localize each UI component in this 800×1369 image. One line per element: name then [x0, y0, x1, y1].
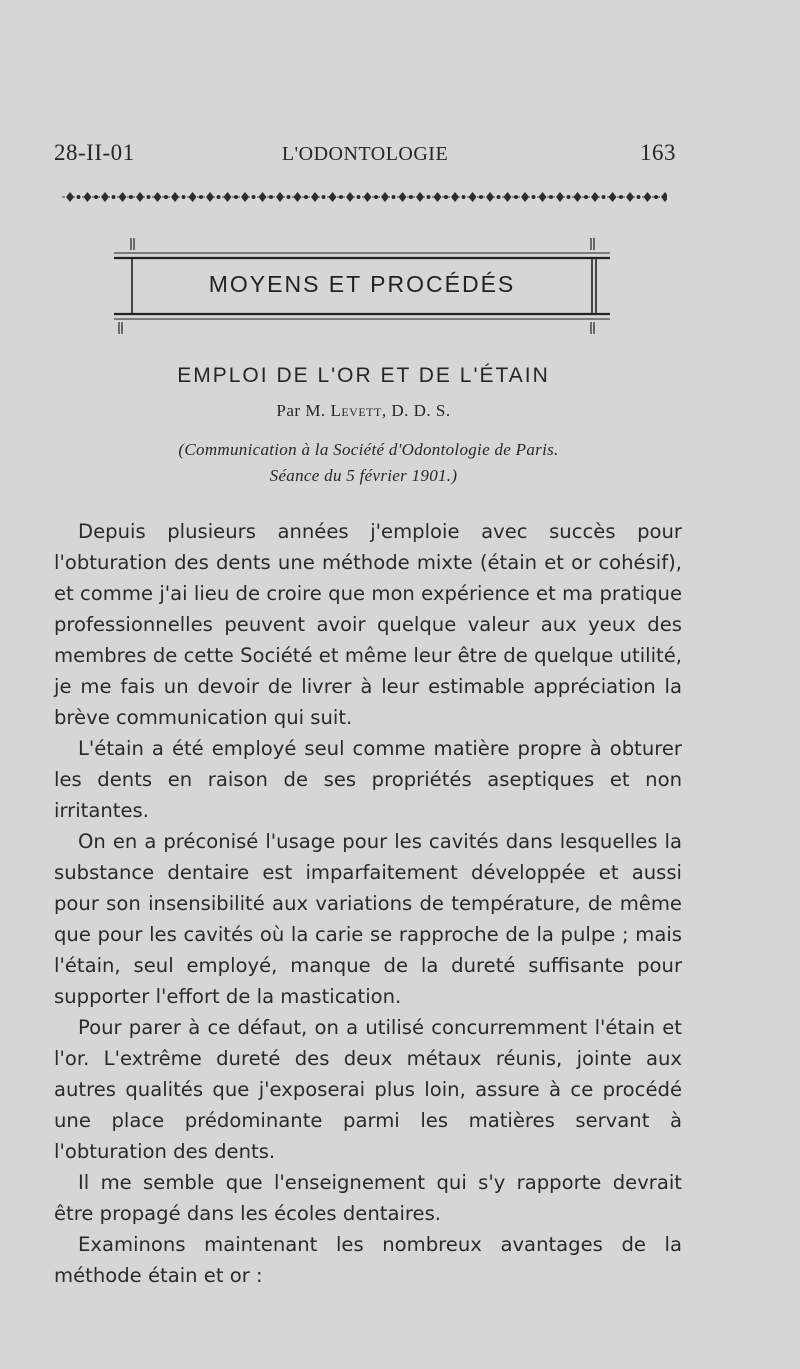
ornament-dot [112, 195, 116, 199]
ornament-dot [269, 195, 273, 199]
communication-note: (Communication à la Société d'Odontologie de Paris. [178, 440, 559, 459]
ornament-dot [409, 195, 413, 199]
ornament-diamond [626, 192, 634, 202]
ornament-dot [374, 195, 378, 199]
ornament-diamond [311, 192, 319, 202]
article-body [54, 516, 682, 1291]
paragraph: Il me semble que l'enseignement qui s'y rapporte devrait être propagé dans les écoles dentaires. [54, 1171, 682, 1225]
issue-date: 28-II-01 [54, 140, 135, 165]
ornament-diamond [574, 192, 582, 202]
ornament-dot [444, 195, 448, 199]
ornament-diamond [556, 192, 564, 202]
ornament-dot [164, 195, 168, 199]
ornament-diamond [591, 192, 599, 202]
ornament-diamond [136, 192, 144, 202]
ornament-dot [304, 195, 308, 199]
paragraph: Pour parer à ce défaut, on a utilisé concurremment l'étain et l'or. L'extrême dureté des deux métaux réunis, jointe aux autres qualités que j'exposerai plus loin, assure à ce procédé une place prédominante parmi les matières servant à l'obturation des dents. [54, 1016, 682, 1163]
ornament-diamond [451, 192, 459, 202]
ornament-dot [217, 195, 221, 199]
ornament-diamond [539, 192, 547, 202]
author-byline [0, 401, 727, 421]
ornament-dot [234, 195, 238, 199]
ornament-dot [497, 195, 501, 199]
ornament-diamond [364, 192, 372, 202]
journal-title: L'ODONTOLOGIE [281, 143, 449, 165]
ornament-diamond [276, 192, 284, 202]
ornament-diamond [84, 192, 92, 202]
ornament-dot [602, 195, 606, 199]
ornament-diamond [661, 192, 667, 202]
ornament-diamond [504, 192, 512, 202]
ornament-diamond [154, 192, 162, 202]
session-date-note: Séance du 5 février 1901.) [269, 466, 458, 485]
ornament-dot [199, 195, 203, 199]
ornament-dot [532, 195, 536, 199]
ornament-dot [252, 195, 256, 199]
ornament-diamond [346, 192, 354, 202]
ornament-dot [584, 195, 588, 199]
paragraph: Examinons maintenant les nombreux avantages de la méthode étain et or : [54, 1233, 682, 1287]
paragraph: On en a préconisé l'usage pour les cavités dans lesquelles la substance dentaire est imparfaitement développée et aussi pour son insensibilité aux variations de température, de même que pour les cavités où la carie se rapproche de la pulpe ; mais l'étain, seul employé, manque de la dureté suffisante pour supporter l'effort de la mastication. [54, 830, 682, 1008]
ornament-diamond [189, 192, 197, 202]
ornament-diamond [101, 192, 109, 202]
ornament-diamond [609, 192, 617, 202]
decorative-ornament-band [60, 187, 667, 207]
ornament-diamond [206, 192, 214, 202]
byline-prefix: Par M. [276, 401, 326, 420]
ornament-diamond [329, 192, 337, 202]
ornament-dot [287, 195, 291, 199]
ornament-dot [339, 195, 343, 199]
ornament-diamond [119, 192, 127, 202]
ornament-dot [549, 195, 553, 199]
ornament-dot [462, 195, 466, 199]
ornament-diamond [469, 192, 477, 202]
ornament-dot [129, 195, 133, 199]
ornament-diamond [521, 192, 529, 202]
ornament-diamond [66, 192, 74, 202]
ornament-diamond [294, 192, 302, 202]
ornament-diamond [171, 192, 179, 202]
byline-suffix: , D. D. S. [381, 401, 451, 420]
ornament-diamond [486, 192, 494, 202]
paragraph: L'étain a été employé seul comme matière propre à obturer les dents en raison de ses propriétés aseptiques et non irritantes. [54, 737, 682, 822]
ornament-dot [182, 195, 186, 199]
ornament-dot [392, 195, 396, 199]
ornament-diamond [224, 192, 232, 202]
ornament-dot [427, 195, 431, 199]
author-name: Levett [330, 401, 382, 420]
ornament-diamond [259, 192, 267, 202]
ornament-dot [77, 195, 81, 199]
ornament-dot [654, 195, 658, 199]
ornament-dot [94, 195, 98, 199]
ornament-dot [567, 195, 571, 199]
ornament-dot [357, 195, 361, 199]
section-frame [112, 236, 612, 336]
ornament-diamond [241, 192, 249, 202]
ornament-diamond [416, 192, 424, 202]
ornament-diamond [381, 192, 389, 202]
paragraph: Depuis plusieurs années j'emploie avec succès pour l'obturation des dents une méthode mixte (étain et or cohésif), et comme j'ai lieu de croire que mon expérience et ma pratique professionnelles peuvent avoir quelque valeur aux yeux des membres de cette Société et même leur être de quelque utilité, je me fais un devoir de livrer à leur estimable appréciation la brève communication qui suit. [54, 520, 682, 729]
page-number: 163 [640, 140, 676, 165]
ornament-diamond [434, 192, 442, 202]
ornament-dot [637, 195, 641, 199]
section-title: MOYENS ET PROCÉDÉS [208, 271, 516, 297]
running-head [54, 140, 676, 172]
article-title: EMPLOI DE L'OR ET DE L'ÉTAIN [177, 364, 550, 387]
ornament-dot [322, 195, 326, 199]
ornament-dot [619, 195, 623, 199]
ornament-dot [147, 195, 151, 199]
ornament-dot [514, 195, 518, 199]
ornament-diamond [399, 192, 407, 202]
ornament-dot [479, 195, 483, 199]
ornament-diamond [644, 192, 652, 202]
